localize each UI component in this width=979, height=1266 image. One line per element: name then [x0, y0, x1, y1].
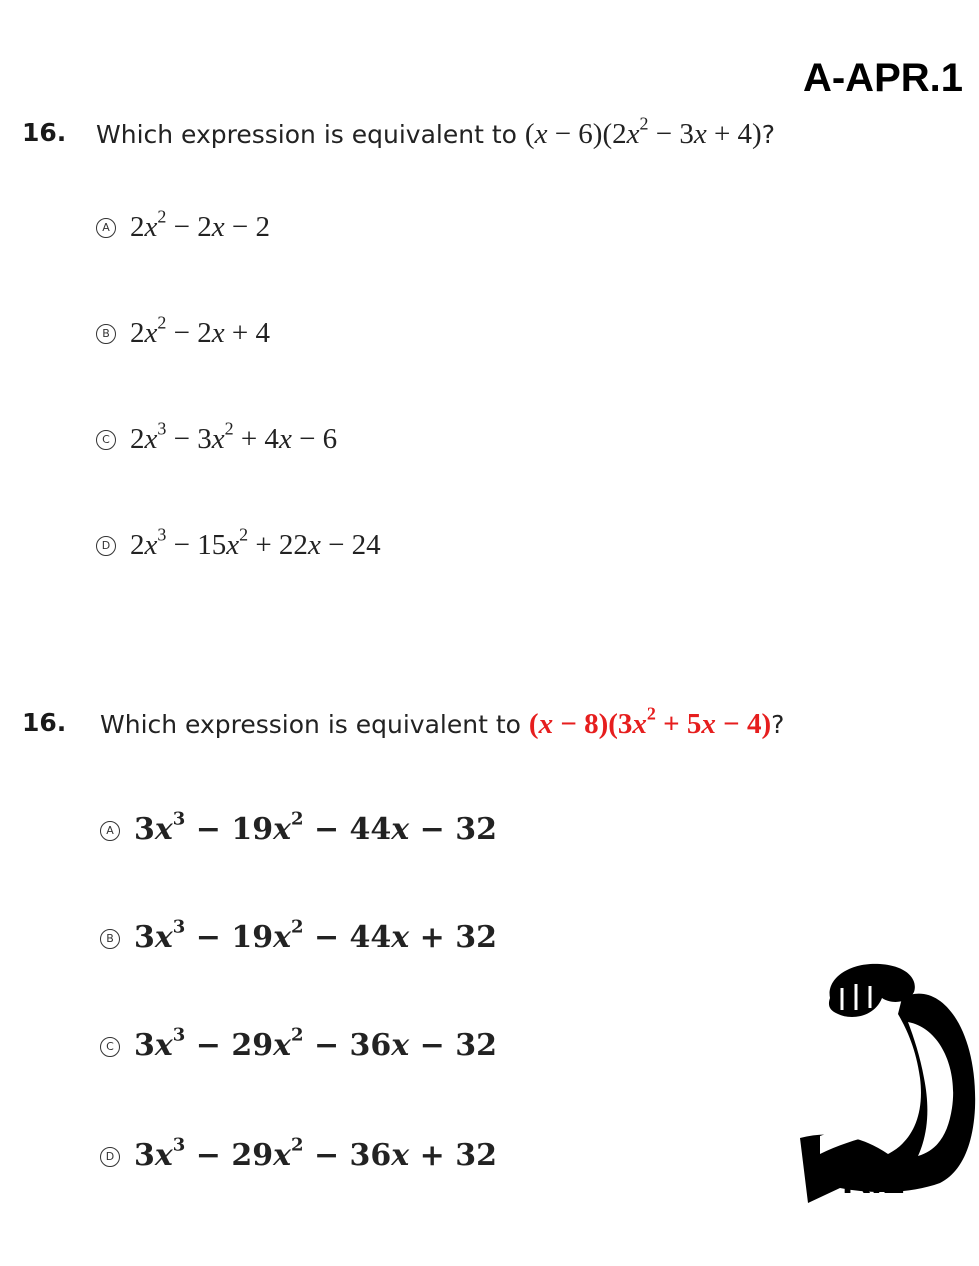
question-prompt — [96, 113, 775, 151]
q2-choice-d[interactable] — [100, 1134, 497, 1173]
choice-letter-d: D — [100, 1147, 120, 1167]
question-mark: ? — [761, 120, 775, 149]
question-number: 16. — [22, 118, 67, 147]
choice-letter-a: A — [96, 218, 116, 238]
choice-letter-b: B — [100, 929, 120, 949]
prompt-expression: $(x - 8)(3x^2 + 5x - 4)$ — [528, 703, 772, 740]
choice-expression: $3x^3 - 19x^2 - 44x - 32$ — [134, 808, 497, 847]
question-number: 16. — [22, 708, 67, 737]
q2-choice-b[interactable] — [100, 916, 497, 955]
flexed-arm-icon — [790, 958, 979, 1223]
prompt-text: Which expression is equivalent to — [100, 710, 521, 739]
choice-expression: $2x^2 - 2x - 2$ — [130, 206, 270, 243]
prompt-text: Which expression is equivalent to — [96, 120, 517, 149]
prompt-expression: $(x - 6)(2x^2 - 3x + 4)$ — [524, 113, 762, 150]
choice-letter-d: D — [96, 536, 116, 556]
choice-letter-c: C — [100, 1037, 120, 1057]
q1-choice-b[interactable] — [96, 312, 270, 350]
choice-expression: $3x^3 - 29x^2 - 36x + 32$ — [134, 1134, 497, 1173]
q1-choice-d[interactable] — [96, 524, 381, 562]
q2-choice-a[interactable] — [100, 808, 497, 847]
question-mark: ? — [771, 710, 785, 739]
q1-choice-a[interactable] — [96, 206, 270, 244]
question-prompt — [100, 703, 785, 741]
q2-choice-c[interactable] — [100, 1024, 497, 1063]
choice-letter-a: A — [100, 821, 120, 841]
choice-expression: $2x^3 - 15x^2 + 22x - 24$ — [130, 524, 381, 561]
choice-letter-b: B — [96, 324, 116, 344]
choice-expression: $2x^3 - 3x^2 + 4x - 6$ — [130, 418, 338, 455]
choice-expression: $3x^3 - 29x^2 - 36x - 32$ — [134, 1024, 497, 1063]
choice-expression: $2x^2 - 2x + 4$ — [130, 312, 270, 349]
standard-label: A-APR.1 — [802, 56, 963, 100]
choice-letter-c: C — [96, 430, 116, 450]
q1-choice-c[interactable] — [96, 418, 338, 456]
choice-expression: $3x^3 - 19x^2 - 44x + 32$ — [134, 916, 497, 955]
